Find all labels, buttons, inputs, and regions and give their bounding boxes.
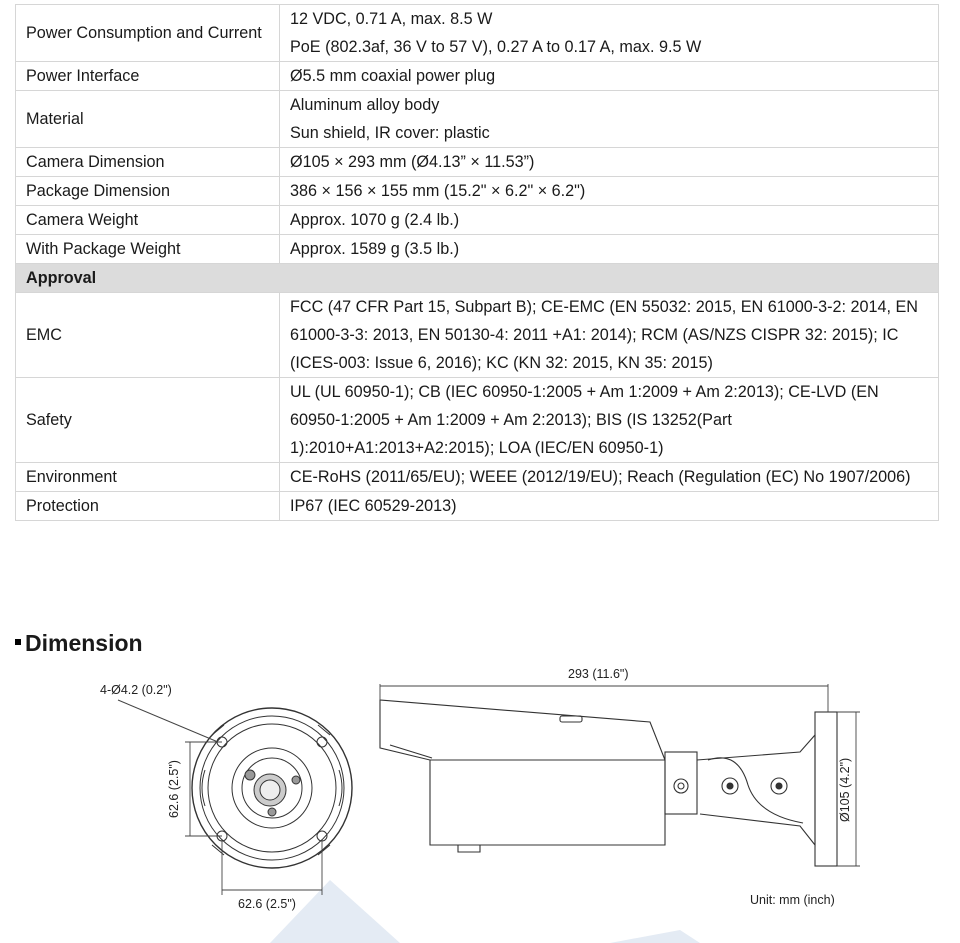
spec-label: Package Dimension bbox=[16, 177, 280, 206]
dimension-heading: Dimension bbox=[15, 630, 143, 657]
spec-value: 12 VDC, 0.71 A, max. 8.5 W PoE (802.3af, 36 V to 57 V), 0.27 A to 0.17 A, max. 9.5 W bbox=[280, 5, 939, 62]
spec-value: Aluminum alloy body Sun shield, IR cover: plastic bbox=[280, 91, 939, 148]
watermark-logo bbox=[270, 880, 700, 943]
spec-value: Ø105 × 293 mm (Ø4.13” × 11.53”) bbox=[280, 148, 939, 177]
spec-value: 386 × 156 × 155 mm (15.2" × 6.2" × 6.2") bbox=[280, 177, 939, 206]
vertical-dimension-label: 62.6 (2.5") bbox=[167, 760, 181, 818]
spec-label: Camera Dimension bbox=[16, 148, 280, 177]
spec-label: Camera Weight bbox=[16, 206, 280, 235]
side-view-drawing bbox=[380, 700, 837, 866]
spec-label: Power Interface bbox=[16, 62, 280, 91]
spec-value: Approx. 1589 g (3.5 lb.) bbox=[280, 235, 939, 264]
spec-value: FCC (47 CFR Part 15, Subpart B); CE-EMC (EN 55032: 2015, EN 61000-3-2: 2014, EN 61000-3-3: 2013, EN 50130-4: 2011 +A1: 2014); RCM (AS/NZS CISPR 32: 2015); IC (ICES-003: Issue 6, 2016); KC (KN 32: 2015, KN 35: 2015) bbox=[280, 293, 939, 378]
spec-label: Protection bbox=[16, 492, 280, 521]
spec-label: EMC bbox=[16, 293, 280, 378]
front-view-drawing bbox=[118, 700, 352, 868]
spec-label: With Package Weight bbox=[16, 235, 280, 264]
spec-label: Safety bbox=[16, 378, 280, 463]
unit-label: Unit: mm (inch) bbox=[750, 893, 835, 907]
section-title: Approval bbox=[16, 264, 939, 293]
horizontal-dimension-label: 62.6 (2.5") bbox=[238, 897, 296, 911]
spec-label: Power Consumption and Current bbox=[16, 5, 280, 62]
hole-label: 4-Ø4.2 (0.2") bbox=[100, 683, 172, 697]
spec-label: Environment bbox=[16, 463, 280, 492]
spec-label: Material bbox=[16, 91, 280, 148]
spec-value: Approx. 1070 g (2.4 lb.) bbox=[280, 206, 939, 235]
diameter-dimension-label: Ø105 (4.2") bbox=[838, 757, 852, 822]
side-view-dimension-lines bbox=[380, 684, 860, 866]
length-dimension-label: 293 (11.6") bbox=[568, 667, 629, 681]
spec-value: CE-RoHS (2011/65/EU); WEEE (2012/19/EU); Reach (Regulation (EC) No 1907/2006) bbox=[280, 463, 939, 492]
spec-value: UL (UL 60950-1); CB (IEC 60950-1:2005 + Am 1:2009 + Am 2:2013); CE-LVD (EN 60950-1:2005 + Am 1:2009 + Am 2:2013); BIS (IS 13252(Part 1):2010+A1:2013+A2:2015); LOA (IEC/EN 60950-1) bbox=[280, 378, 939, 463]
spec-value: IP67 (IEC 60529-2013) bbox=[280, 492, 939, 521]
spec-value: Ø5.5 mm coaxial power plug bbox=[280, 62, 939, 91]
